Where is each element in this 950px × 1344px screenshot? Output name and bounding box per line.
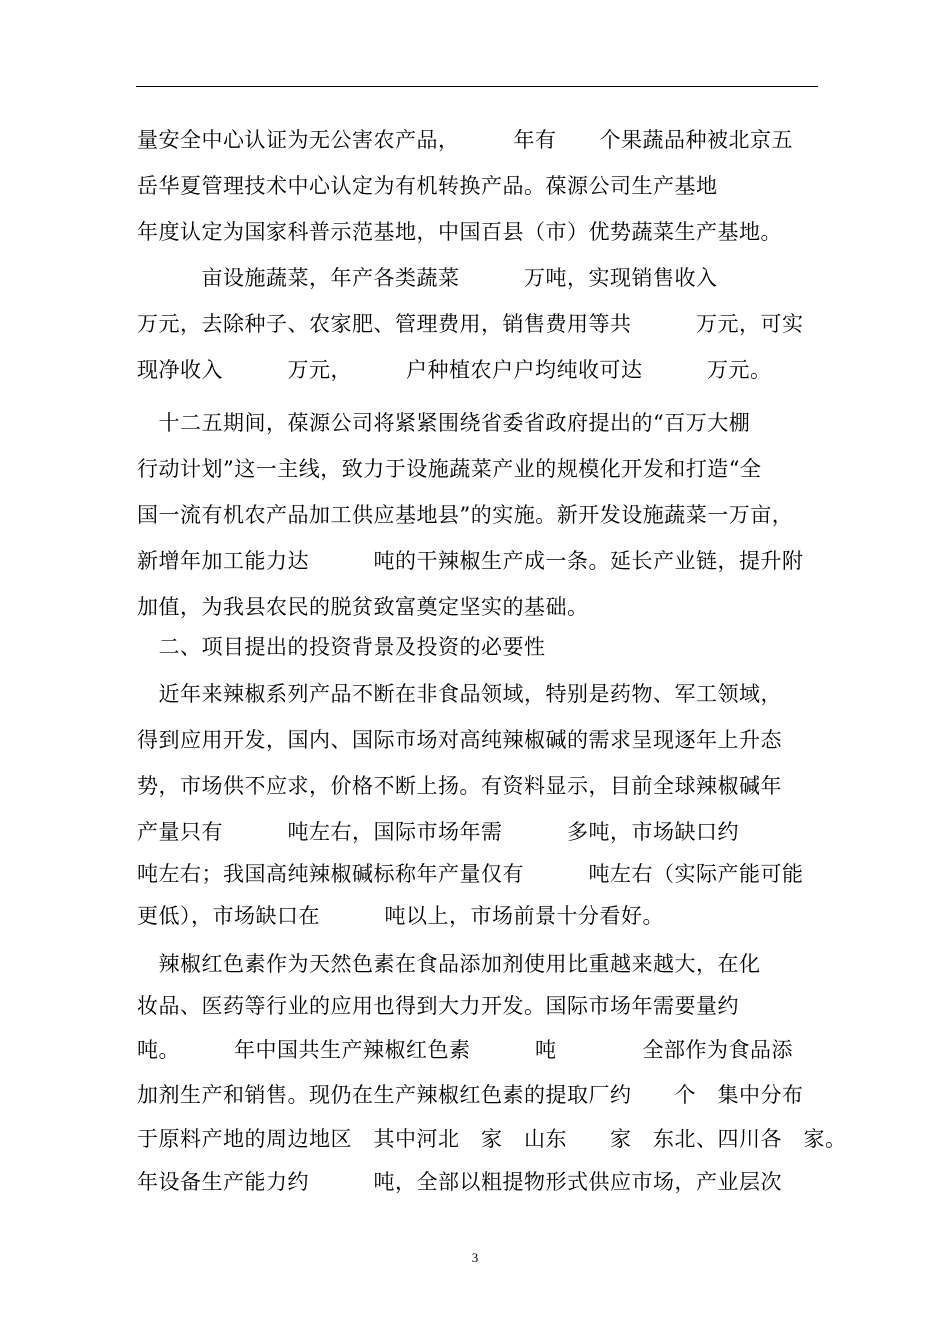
body-line: 加值，为我县农民的脱贫致富奠定坚实的基础。 xyxy=(137,595,589,619)
body-line: 十二五期间，葆源公司将紧紧围绕省委省政府提出的“百万大棚 xyxy=(137,411,751,435)
header-rule xyxy=(136,86,818,87)
body-line: 新增年加工能力达 吨的干辣椒生产成一条。延长产业链，提升附 xyxy=(137,549,804,573)
body-line: 国一流有机农产品加工供应基地县”的实施。新开发设施蔬菜一万亩， xyxy=(137,503,794,527)
body-line: 辣椒红色素作为天然色素在食品添加剂使用比重越来越大，在化 xyxy=(137,952,761,976)
body-line: 加剂生产和销售。现仍在生产辣椒红色素的提取厂约 个 集中分布 xyxy=(137,1083,804,1107)
body-line: 势，市场供不应求，价格不断上扬。有资料显示，目前全球辣椒碱年 xyxy=(137,774,782,798)
body-line: 岳华夏管理技术中心认定为有机转换产品。葆源公司生产基地 xyxy=(137,174,718,198)
body-line: 得到应用开发，国内、国际市场对高纯辣椒碱的需求呈现逐年上升态 xyxy=(137,728,782,752)
section-heading: 二、项目提出的投资背景及投资的必要性 xyxy=(137,635,546,659)
body-line: 产量只有 吨左右，国际市场年需 多吨，市场缺口约 xyxy=(137,820,739,844)
body-line: 吨。 年中国共生产辣椒红色素 吨 全部作为食品添 xyxy=(137,1038,793,1062)
body-line: 万元，去除种子、农家肥、管理费用，销售费用等共 万元，可实 xyxy=(137,312,804,336)
body-line: 行动计划”这一主线，致力于设施蔬菜产业的规模化开发和打造“全 xyxy=(137,457,762,481)
body-line: 量安全中心认证为无公害农产品， 年有 个果蔬品种被北京五 xyxy=(137,128,793,152)
body-line: 年设备生产能力约 吨，全部以粗提物形式供应市场，产业层次 xyxy=(137,1170,782,1194)
body-line: 妆品、医药等行业的应用也得到大力开发。国际市场年需要量约 xyxy=(137,994,739,1018)
body-line: 现净收入 万元， 户种植农户户均纯收可达 万元。 xyxy=(137,358,772,382)
body-line: 于原料产地的周边地区 其中河北 家 山东 家 东北、四川各 家。 xyxy=(137,1127,847,1151)
body-line: 近年来辣椒系列产品不断在非食品领域，特别是药物、军工领域， xyxy=(137,682,782,706)
page-number: 3 xyxy=(471,1250,479,1265)
body-line: 吨左右；我国高纯辣椒碱标称年产量仅有 吨左右（实际产能可能 xyxy=(137,862,804,886)
body-line: 亩设施蔬菜，年产各类蔬菜 万吨，实现销售收入 xyxy=(137,266,718,290)
body-line: 年度认定为国家科普示范基地，中国百县（市）优势蔬菜生产基地。 xyxy=(137,220,782,244)
body-line: 更低），市场缺口在 吨以上，市场前景十分看好。 xyxy=(137,904,664,928)
